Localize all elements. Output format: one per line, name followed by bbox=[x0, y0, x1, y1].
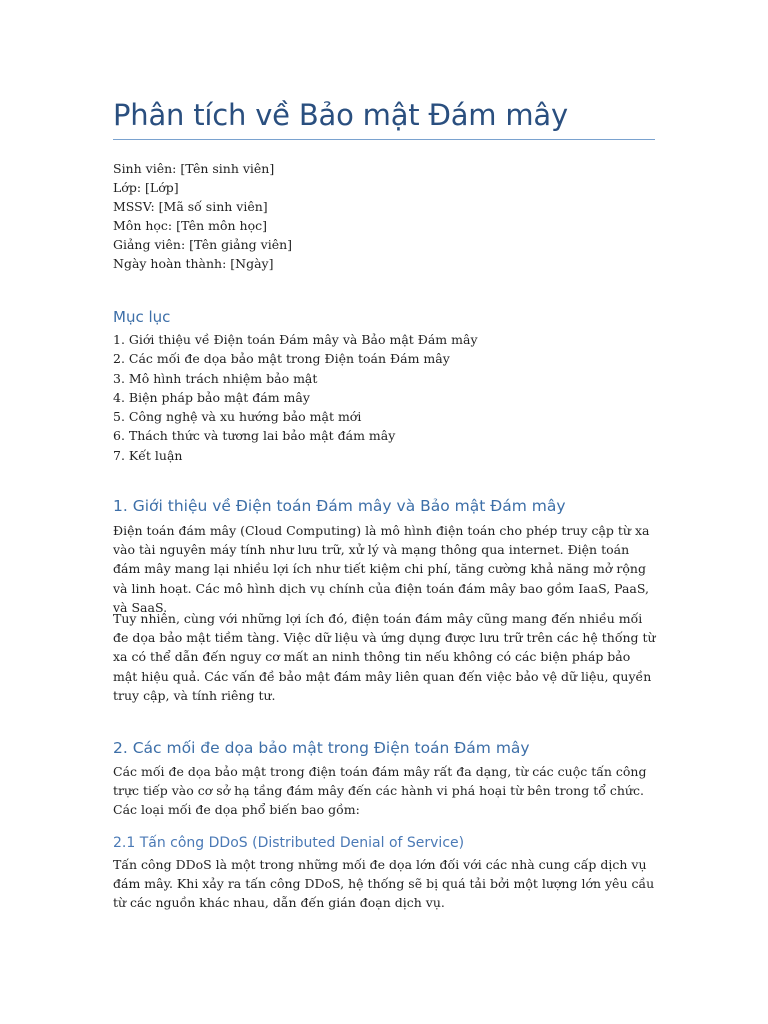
toc-item: 1. Giới thiệu về Điện toán Đám mây và Bảo mật Đám mây bbox=[113, 332, 478, 347]
info-lecturer: Giảng viên: [Tên giảng viên] bbox=[113, 237, 293, 252]
title-underline bbox=[113, 139, 655, 140]
toc-item: 2. Các mối đe dọa bảo mật trong Điện toán Đám mây bbox=[113, 351, 450, 367]
section-1-heading: 1. Giới thiệu về Điện toán Đám mây và Bảo mật Đám mây bbox=[113, 497, 566, 515]
info-student-id: MSSV: [Mã số sinh viên] bbox=[113, 199, 268, 214]
table-of-contents bbox=[113, 330, 478, 465]
section-1-paragraph-2: Tuy nhiên, cùng với những lợi ích đó, điện toán đám mây cũng mang đến nhiều mối đe dọa bảo mật tiềm tàng. Việc dữ liệu và ứng dụng được lưu trữ trên các hệ thống từ xa có thể dẫn đến nguy cơ mất an ninh thông tin nếu không có các biện pháp bảo mật hiệu quả. Các vấn đề bảo mật đám mây liên quan đến việc bảo vệ dữ liệu, quyền truy cập, và tính riêng tư. bbox=[113, 611, 656, 703]
student-info bbox=[113, 159, 292, 273]
toc-item: 7. Kết luận bbox=[113, 447, 183, 463]
info-student: Sinh viên: [Tên sinh viên] bbox=[113, 161, 275, 176]
toc-heading: Mục lục bbox=[113, 308, 171, 326]
section-2-1-heading: 2.1 Tấn công DDoS (Distributed Denial of Service) bbox=[113, 835, 465, 851]
document-title: Phân tích về Bảo mật Đám mây bbox=[113, 98, 568, 132]
toc-item: 4. Biện pháp bảo mật đám mây bbox=[113, 389, 310, 405]
section-2-paragraph-1: Các mối đe dọa bảo mật trong điện toán đám mây rất đa dạng, từ các cuộc tấn công trực tiếp vào cơ sở hạ tầng đám mây đến các hành vi phá hoại từ bên trong tổ chức. Các loại mối đe dọa phổ biến bao gồm: bbox=[113, 764, 647, 818]
info-class: Lớp: [Lớp] bbox=[113, 180, 179, 195]
section-1-paragraph-1: Điện toán đám mây (Cloud Computing) là mô hình điện toán cho phép truy cập từ xa vào tài nguyên máy tính như lưu trữ, xử lý và mạng thông qua internet. Điện toán đám mây mang lại nhiều lợi ích như tiết kiệm chi phí, tăng cường khả năng mở rộng và linh hoạt. Các mô hình dịch vụ chính của điện toán đám mây bao gồm IaaS, PaaS, và SaaS. bbox=[113, 523, 650, 615]
toc-item: 5. Công nghệ và xu hướng bảo mật mới bbox=[113, 409, 362, 425]
toc-item: 6. Thách thức và tương lai bảo mật đám mây bbox=[113, 428, 396, 444]
section-2-heading: 2. Các mối đe dọa bảo mật trong Điện toán Đám mây bbox=[113, 739, 530, 757]
section-2-1-paragraph-1: Tấn công DDoS là một trong những mối đe dọa lớn đối với các nhà cung cấp dịch vụ đám mây. Khi xảy ra tấn công DDoS, hệ thống sẽ bị quá tải bởi một lượng lớn yêu cầu từ các nguồn khác nhau, dẫn đến gián đoạn dịch vụ. bbox=[113, 857, 655, 911]
toc-item: 3. Mô hình trách nhiệm bảo mật bbox=[113, 370, 318, 386]
info-completion-date: Ngày hoàn thành: [Ngày] bbox=[113, 256, 274, 271]
info-subject: Môn học: [Tên môn học] bbox=[113, 218, 267, 233]
